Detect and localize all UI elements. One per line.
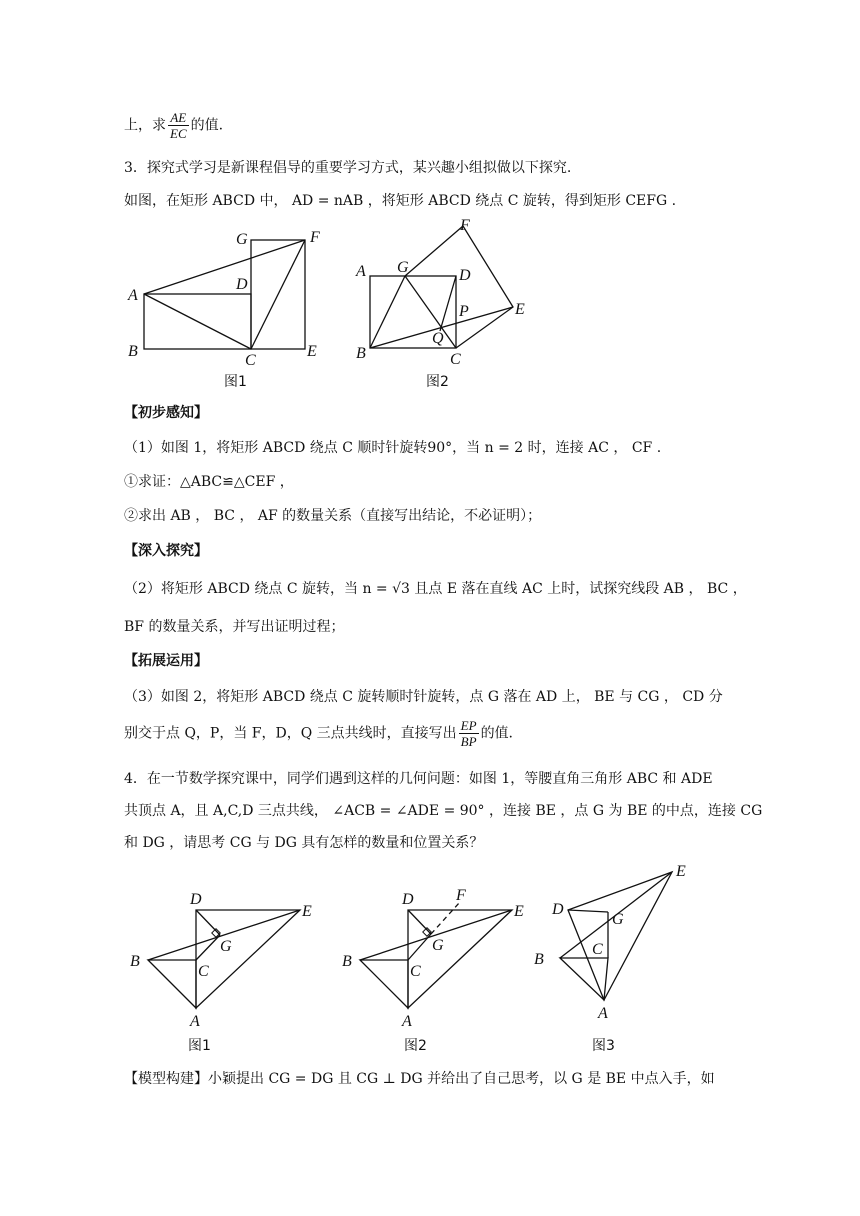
text-fragment: 的值. xyxy=(190,117,224,134)
label-B: B xyxy=(342,953,352,970)
part3-a: （3）如图 2，将矩形 ABCD 绕点 C 旋转顺时针旋转，点 G 落在 AD 上， BE 与 CG ， CD 分 xyxy=(124,689,723,705)
figure-caption: 图2 xyxy=(426,374,449,390)
label-C: C xyxy=(410,963,421,980)
part2-b: BF 的数量关系，并写出证明过程； xyxy=(124,619,345,635)
label-A: A xyxy=(190,1013,200,1030)
label-E: E xyxy=(302,903,312,920)
label-B: B xyxy=(534,951,544,968)
label-G: G xyxy=(397,259,409,276)
figure-caption: 图1 xyxy=(188,1038,211,1054)
label-E: E xyxy=(515,301,525,318)
bottom-figure-3 xyxy=(528,858,700,1058)
text-fragment: 的值. xyxy=(480,725,514,742)
heading-initial-perception: 【初步感知】 xyxy=(124,405,208,421)
part1-a: ①求证：△ABC≌△CEF ， xyxy=(124,474,294,490)
label-E: E xyxy=(514,903,524,920)
label-C: C xyxy=(592,941,603,958)
label-C: C xyxy=(198,963,209,980)
label-E: E xyxy=(307,343,317,360)
label-F: F xyxy=(456,887,466,904)
label-G: G xyxy=(612,911,624,928)
label-C: C xyxy=(450,351,461,368)
label-F: F xyxy=(310,229,320,246)
q4-line3: 和 DG ，请思考 CG 与 DG 具有怎样的数量和位置关系？ xyxy=(124,835,484,851)
text-fragment: 上，求 xyxy=(124,117,166,134)
part1: （1）如图 1，将矩形 ABCD 绕点 C 顺时针旋转90°，当 n = 2 时，连接 AC ， CF . xyxy=(124,440,662,456)
label-G: G xyxy=(220,938,232,955)
fraction-denominator: BP xyxy=(460,734,477,749)
q4-line2: 共顶点 A，且 A,C,D 三点共线， ∠ACB = ∠ADE = 90° ，连接 BE ，点 G 为 BE 的中点，连接 CG xyxy=(124,803,763,819)
label-A: A xyxy=(356,263,366,280)
label-F: F xyxy=(460,218,470,234)
figure-2-rectangles xyxy=(350,218,540,394)
bottom-figure-2 xyxy=(338,858,538,1058)
q3-intro: 3．探究式学习是新课程倡导的重要学习方式，某兴趣小组拟做以下探究. xyxy=(124,160,572,176)
part3-b xyxy=(124,718,513,749)
q4-model-building: 【模型构建】小颖提出 CG = DG 且 CG ⊥ DG 并给出了自己思考，以 G 是 BE 中点入手，如 xyxy=(124,1071,715,1087)
label-B: B xyxy=(128,343,138,360)
label-A: A xyxy=(402,1013,412,1030)
fraction-ep-bp xyxy=(459,718,479,749)
figure-caption: 图2 xyxy=(404,1038,427,1054)
bottom-figure-1 xyxy=(124,878,334,1058)
label-A: A xyxy=(598,1005,608,1022)
part1-b: ②求出 AB ， BC ， AF 的数量关系（直接写出结论，不必证明）； xyxy=(124,508,542,524)
label-G: G xyxy=(236,231,248,248)
fraction-numerator: AE xyxy=(168,110,189,126)
q4-line1: 4．在一节数学探究课中，同学们遇到这样的几何问题：如图 1，等腰直角三角形 ABC 和 ADE xyxy=(124,771,713,787)
label-B: B xyxy=(130,953,140,970)
fraction-denominator: EC xyxy=(170,126,187,141)
figure-caption: 图3 xyxy=(592,1038,615,1054)
figure-caption: 图1 xyxy=(224,374,247,390)
label-P: P xyxy=(459,303,469,320)
label-D: D xyxy=(236,276,248,293)
q3-setup: 如图，在矩形 ABCD 中， AD = nAB ，将矩形 ABCD 绕点 C 旋转，得到矩形 CEFG . xyxy=(124,193,677,209)
fraction-ae-ec xyxy=(168,110,189,141)
label-Q: Q xyxy=(432,330,444,347)
fraction-numerator: EP xyxy=(460,718,477,733)
heading-extension: 【拓展运用】 xyxy=(124,653,208,669)
label-B: B xyxy=(356,345,366,362)
label-D: D xyxy=(552,901,564,918)
label-E: E xyxy=(676,863,686,880)
label-D: D xyxy=(459,267,471,284)
label-D: D xyxy=(190,891,202,908)
text-fragment: 别交于点 Q，P，当 F，D，Q 三点共线时，直接写出 xyxy=(124,725,457,742)
label-D: D xyxy=(402,891,414,908)
figure-1-rectangles xyxy=(124,222,354,394)
label-A: A xyxy=(128,287,138,304)
part2-a: （2）将矩形 ABCD 绕点 C 旋转，当 n = √3 且点 E 落在直线 AC 上时，试探究线段 AB ， BC ， xyxy=(124,581,747,597)
question2-tail xyxy=(124,110,223,141)
label-C: C xyxy=(245,352,256,369)
label-G: G xyxy=(432,937,444,954)
heading-deep-exploration: 【深入探究】 xyxy=(124,543,208,559)
